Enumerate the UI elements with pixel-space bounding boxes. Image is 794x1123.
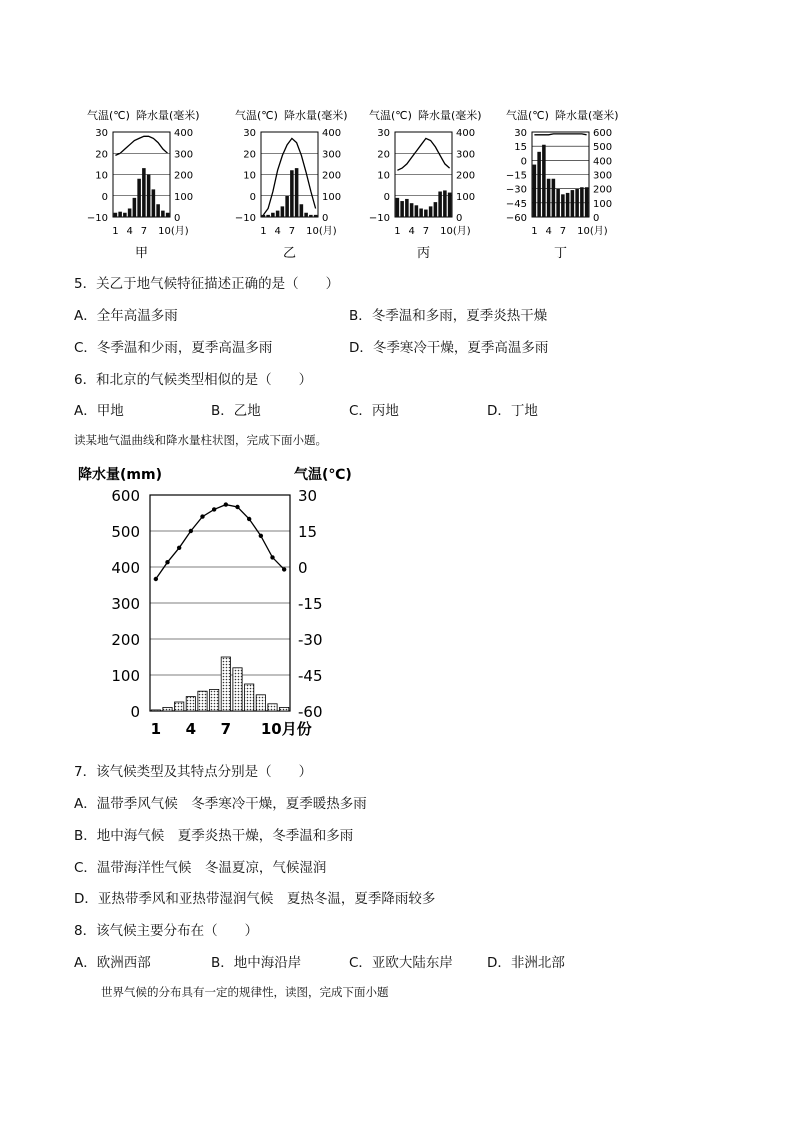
big-left-tick: 300 — [111, 595, 140, 613]
mini-right-tick: 100 — [456, 191, 476, 203]
mini-right-tick: 0 — [322, 213, 329, 224]
big-precip-bar — [245, 684, 254, 711]
mini-precip-bar — [448, 193, 452, 217]
big-precip-bar — [151, 710, 160, 711]
q8-option-d[interactable]: D．非洲北部 — [487, 955, 565, 971]
mini-left-tick: 10 — [95, 170, 108, 182]
mini-right-tick: 200 — [456, 170, 476, 182]
big-temp-point — [235, 505, 239, 509]
mini-x-tick: 7 — [422, 226, 430, 237]
q6-option-c[interactable]: C．丙地 — [349, 403, 399, 419]
q8-option-c[interactable]: C．亚欧大陆东岸 — [349, 955, 453, 971]
big-chart — [72, 462, 372, 747]
big-precip-bar — [233, 668, 242, 711]
mini-precip-bar — [552, 179, 556, 217]
big-temp-point — [200, 514, 204, 518]
big-x-tick: 1 — [150, 720, 162, 738]
big-right-tick: 0 — [298, 559, 308, 577]
mini-precip-bar — [556, 189, 560, 217]
mini-right-tick: 400 — [456, 128, 476, 139]
q7-option-a[interactable]: A．温带季风气候 冬季寒冷干燥，夏季暖热多雨 — [74, 796, 367, 812]
mini-precip-bar — [533, 165, 537, 217]
q8-option-a[interactable]: A．欧洲西部 — [74, 955, 151, 971]
mini-x-tick: 4 — [274, 226, 281, 237]
mini-left-tick: −60 — [505, 213, 527, 224]
big-x-tick: 10月份 — [260, 720, 312, 738]
big-precip-bar — [256, 695, 265, 711]
big-x-tick: 4 — [185, 720, 197, 738]
mini-precip-bar — [405, 199, 409, 217]
mini-caption: 丁 — [553, 246, 568, 261]
intro-text-1: 读某地气温曲线和降水量柱状图，完成下面小题。 — [74, 433, 327, 447]
mini-precip-bar — [133, 198, 137, 217]
big-left-tick: 400 — [111, 559, 140, 577]
mini-left-tick: 30 — [377, 128, 390, 139]
mini-x-tick: 1 — [260, 226, 267, 237]
mini-precip-bar — [156, 204, 160, 217]
mini-precip-bar — [271, 213, 275, 217]
big-left-tick: 0 — [130, 703, 140, 721]
mini-left-tick: 20 — [95, 149, 108, 161]
mini-right-tick: 100 — [322, 191, 342, 203]
q5-stem: 5．关乙于地气候特征描述正确的是（ ） — [74, 276, 340, 292]
mini-precip-bar — [566, 193, 570, 217]
big-right-tick: -45 — [298, 667, 323, 685]
mini-left-tick: 30 — [514, 128, 527, 139]
mini-precip-bar — [542, 145, 546, 217]
mini-right-tick: 200 — [593, 184, 613, 196]
big-left-tick: 500 — [111, 523, 140, 541]
mini-temp-label: 气温(℃) — [235, 109, 278, 122]
mini-left-tick: 10 — [377, 170, 390, 182]
mini-right-tick: 500 — [593, 142, 613, 154]
q8-option-b[interactable]: B．地中海沿岸 — [211, 955, 302, 971]
big-precip-bar — [221, 657, 230, 711]
big-precip-bar — [163, 707, 172, 711]
q5-option-d[interactable]: D．冬季寒冷干燥，夏季高温多雨 — [349, 340, 549, 356]
mini-precip-bar — [161, 211, 165, 217]
big-temp-point — [154, 577, 158, 581]
mini-precip-bar — [123, 213, 127, 217]
mini-right-tick: 300 — [593, 170, 613, 182]
mini-right-tick: 300 — [322, 149, 342, 161]
mini-right-tick: 300 — [174, 149, 194, 161]
mini-precip-bar — [434, 202, 438, 217]
mini-right-tick: 400 — [322, 128, 342, 139]
big-left-tick: 600 — [111, 487, 140, 505]
mini-precip-bar — [396, 198, 400, 217]
q6-stem: 6．和北京的气候类型相似的是（ ） — [74, 372, 313, 388]
mini-precip-bar — [585, 187, 589, 217]
mini-precip-bar — [137, 179, 141, 217]
big-right-tick: -60 — [298, 703, 323, 721]
mini-precip-bar — [580, 187, 584, 217]
q7-option-d[interactable]: D．亚热带季风和亚热带湿润气候 夏热冬温，夏季降雨较多 — [74, 891, 436, 907]
mini-precip-bar — [410, 203, 414, 217]
mini-left-tick: −10 — [368, 213, 390, 224]
mini-left-tick: 20 — [377, 149, 390, 161]
big-temp-point — [282, 567, 286, 571]
q6-option-b[interactable]: B．乙地 — [211, 403, 261, 419]
mini-right-tick: 600 — [593, 128, 613, 139]
mini-precip-bar — [114, 213, 118, 217]
mini-caption: 丙 — [416, 246, 431, 261]
big-precip-bar — [210, 689, 219, 711]
mini-x-tick: 4 — [126, 226, 133, 237]
mini-left-tick: 30 — [243, 128, 256, 139]
big-temp-point — [165, 560, 169, 564]
mini-precip-bar — [266, 215, 270, 217]
mini-prec-label: 降水量(毫米) — [136, 109, 200, 122]
q7-option-c[interactable]: C．温带海洋性气候 冬温夏凉，气候湿润 — [74, 860, 327, 876]
big-right-tick: -30 — [298, 631, 323, 649]
mini-right-tick: 400 — [174, 128, 194, 139]
mini-left-tick: 10 — [243, 170, 256, 182]
mini-left-tick: 15 — [514, 142, 527, 154]
mini-x-tick: 10(月) — [158, 226, 189, 237]
big-temp-point — [270, 555, 274, 559]
mini-left-tick: −45 — [505, 198, 527, 210]
mini-left-tick: 0 — [249, 191, 256, 203]
q7-option-b[interactable]: B．地中海气候 夏季炎热干燥，冬季温和多雨 — [74, 828, 354, 844]
mini-precip-bar — [147, 175, 151, 218]
mini-x-tick: 4 — [408, 226, 415, 237]
mini-precip-bar — [438, 192, 442, 218]
mini-x-tick: 1 — [394, 226, 401, 237]
mini-precip-bar — [304, 213, 308, 217]
mini-x-tick: 1 — [531, 226, 538, 237]
mini-right-tick: 0 — [456, 213, 463, 224]
mini-precip-bar — [415, 205, 419, 217]
mini-right-tick: 100 — [174, 191, 194, 203]
big-climate-chart — [72, 462, 372, 747]
mini-right-tick: 200 — [174, 170, 194, 182]
mini-left-tick: −10 — [86, 213, 108, 224]
mini-precip-bar — [424, 210, 428, 217]
mini-caption: 甲 — [134, 246, 149, 261]
mini-right-tick: 300 — [456, 149, 476, 161]
mini-precip-bar — [575, 189, 579, 217]
mini-precip-bar — [300, 204, 304, 217]
big-left-title: 降水量(mm) — [78, 467, 162, 483]
q6-option-a[interactable]: A．甲地 — [74, 403, 124, 419]
mini-left-tick: 0 — [101, 191, 108, 203]
mini-prec-label: 降水量(毫米) — [284, 109, 348, 122]
q7-stem: 7．该气候类型及其特点分别是（ ） — [74, 764, 313, 780]
mini-precip-bar — [281, 206, 285, 217]
mini-prec-label: 降水量(毫米) — [418, 109, 482, 122]
mini-precip-bar — [118, 212, 122, 217]
mini-precip-bar — [429, 206, 433, 217]
mini-left-tick: −30 — [505, 184, 527, 196]
mini-temp-label: 气温(℃) — [506, 109, 549, 122]
mini-right-tick: 0 — [593, 213, 600, 224]
mini-temp-label: 气温(℃) — [87, 109, 130, 122]
q8-stem: 8．该气候主要分布在（ ） — [74, 923, 259, 939]
mini-precip-bar — [285, 196, 289, 217]
big-temp-point — [177, 546, 181, 550]
mini-chart-2 — [235, 108, 348, 261]
mini-precip-bar — [262, 215, 266, 217]
mini-x-tick: 10(月) — [306, 226, 337, 237]
mini-precip-bar — [166, 213, 170, 217]
mini-left-tick: −15 — [505, 170, 527, 182]
mini-x-tick: 10(月) — [440, 226, 471, 237]
mini-climate-charts — [85, 106, 665, 266]
big-precip-bar — [175, 702, 184, 711]
mini-x-tick: 10(月) — [577, 226, 608, 237]
mini-precip-bar — [400, 201, 404, 217]
mini-precip-bar — [571, 190, 575, 217]
big-temp-point — [247, 517, 251, 521]
mini-precip-bar — [290, 170, 294, 217]
mini-precip-bar — [419, 209, 423, 218]
mini-left-tick: 0 — [383, 191, 390, 203]
mini-x-tick: 7 — [140, 226, 148, 237]
q5-option-c[interactable]: C．冬季温和少雨，夏季高温多雨 — [74, 340, 273, 356]
big-precip-bar — [186, 697, 195, 711]
mini-precip-bar — [561, 194, 565, 217]
mini-left-tick: 30 — [95, 128, 108, 139]
big-precip-bar — [280, 707, 289, 711]
mini-precip-bar — [276, 211, 280, 217]
big-right-title: 气温(℃) — [294, 467, 352, 483]
mini-right-tick: 400 — [593, 156, 613, 168]
big-temp-point — [189, 529, 193, 533]
mini-left-tick: −10 — [234, 213, 256, 224]
mini-chart-4 — [506, 108, 619, 261]
mini-precip-bar — [443, 190, 447, 217]
mini-chart-1 — [87, 108, 200, 261]
mini-chart-3 — [369, 108, 482, 261]
mini-precip-bar — [547, 179, 551, 217]
mini-x-tick: 7 — [559, 226, 567, 237]
mini-right-tick: 0 — [174, 213, 181, 224]
mini-precip-bar — [128, 209, 132, 218]
q6-option-d[interactable]: D．丁地 — [487, 403, 538, 419]
mini-precip-bar — [309, 215, 313, 217]
mini-left-tick: 20 — [243, 149, 256, 161]
mini-prec-label: 降水量(毫米) — [555, 109, 619, 122]
mini-caption: 乙 — [282, 246, 297, 261]
mini-x-tick: 7 — [288, 226, 296, 237]
mini-precip-bar — [142, 168, 146, 217]
mini-precip-bar — [295, 168, 299, 217]
q5-option-a[interactable]: A．全年高温多雨 — [74, 308, 178, 324]
big-temp-point — [224, 502, 228, 506]
intro-text-2: 世界气候的分布具有一定的规律性，读图，完成下面小题 — [101, 985, 389, 999]
mini-precip-bar — [537, 152, 541, 217]
mini-x-tick: 4 — [545, 226, 552, 237]
big-temp-point — [259, 534, 263, 538]
mini-left-tick: 0 — [520, 156, 527, 168]
mini-right-tick: 100 — [593, 198, 613, 210]
big-right-tick: 30 — [298, 487, 318, 505]
big-x-tick: 7 — [220, 720, 232, 738]
big-right-tick: 15 — [298, 523, 318, 541]
big-precip-bar — [198, 691, 207, 711]
big-temp-point — [212, 507, 216, 511]
mini-precip-bar — [152, 189, 156, 217]
q5-option-b[interactable]: B．冬季温和多雨，夏季炎热干燥 — [349, 308, 548, 324]
mini-right-tick: 200 — [322, 170, 342, 182]
big-left-tick: 200 — [111, 631, 140, 649]
mini-temp-label: 气温(℃) — [369, 109, 412, 122]
mini-x-tick: 1 — [112, 226, 119, 237]
big-precip-bar — [268, 704, 277, 711]
big-left-tick: 100 — [111, 667, 140, 685]
big-right-tick: -15 — [298, 595, 323, 613]
mini-charts-row — [85, 106, 665, 266]
mini-precip-bar — [314, 215, 318, 217]
